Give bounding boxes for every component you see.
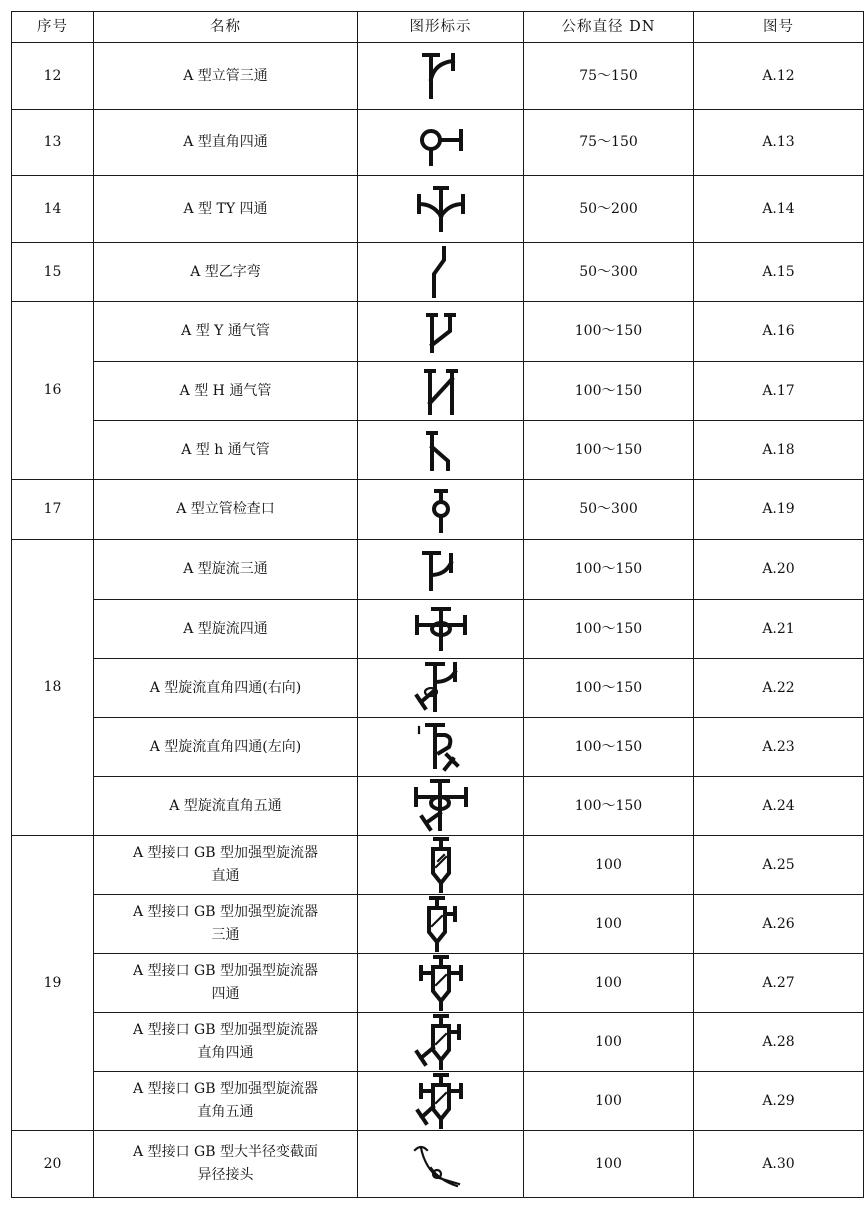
table-row [12,836,864,895]
offset-bend-icon [416,244,466,300]
h-vent-pipe-icon [416,365,466,417]
reinforced-swirler-right-angle-five-way-icon [410,1073,472,1129]
name-cell: A 型直角四通 [94,110,358,176]
dn-cell: 100～150 [524,421,694,480]
name-cell: A 型旋流直角四通(左向) [94,718,358,777]
symbol-cell [358,1072,524,1131]
name-cell: A 型旋流四通 [94,600,358,659]
name-cell: A 型旋流三通 [94,540,358,600]
name-cell: A 型旋流直角五通 [94,777,358,836]
dn-cell: 50～300 [524,243,694,302]
table-row [12,600,864,659]
table-row [12,718,864,777]
seq-cell: 15 [12,243,94,302]
fig-cell: A.13 [694,110,864,176]
dn-cell: 100～150 [524,540,694,600]
fig-cell: A.28 [694,1013,864,1072]
seq-cell: 18 [12,540,94,836]
fig-cell: A.25 [694,836,864,895]
symbol-cell [358,302,524,362]
reinforced-swirler-right-angle-cross-icon [411,1014,471,1070]
symbol-cell [358,600,524,659]
symbol-cell [358,243,524,302]
fig-cell: A.19 [694,480,864,540]
table-header-row [12,12,864,43]
dn-cell: 100 [524,1131,694,1198]
name-cell: A 型接口 GB 型加强型旋流器 直角四通 [94,1013,358,1072]
name-cell: A 型立管检查口 [94,480,358,540]
large-radius-reducer-icon [409,1138,473,1190]
fig-cell: A.14 [694,176,864,243]
dn-cell: 100～150 [524,777,694,836]
reinforced-swirler-straight-icon [416,837,466,893]
fig-cell: A.23 [694,718,864,777]
header-symbol: 图形标示 [358,12,524,43]
swirl-cross-icon [409,603,473,655]
fig-cell: A.29 [694,1072,864,1131]
name-cell: A 型接口 GB 型加强型旋流器 直角五通 [94,1072,358,1131]
symbol-cell [358,540,524,600]
swirl-right-angle-five-way-icon [408,777,474,835]
seq-cell: 19 [12,836,94,1131]
header-name: 名称 [94,12,358,43]
dn-cell: 100～150 [524,362,694,421]
table-row [12,43,864,110]
symbol-cell [358,1013,524,1072]
dn-cell: 100 [524,895,694,954]
swirl-right-angle-cross-left-icon [409,719,473,775]
name-cell: A 型 H 通气管 [94,362,358,421]
table-row [12,480,864,540]
fig-cell: A.26 [694,895,864,954]
reinforced-swirler-tee-icon [413,896,469,952]
name-cell: A 型旋流直角四通(右向) [94,659,358,718]
symbol-cell [358,954,524,1013]
header-fig: 图号 [694,12,864,43]
dn-cell: 75～150 [524,110,694,176]
seq-cell: 14 [12,176,94,243]
dn-cell: 75～150 [524,43,694,110]
dn-cell: 50～200 [524,176,694,243]
symbol-cell [358,659,524,718]
dn-cell: 100 [524,1072,694,1131]
name-cell: A 型 h 通气管 [94,421,358,480]
dn-cell: 100～150 [524,600,694,659]
reinforced-swirler-cross-icon [411,955,471,1011]
table-row [12,540,864,600]
vertical-pipe-tee-icon [411,47,471,105]
table-row [12,777,864,836]
seq-cell: 17 [12,480,94,540]
symbol-cell [358,718,524,777]
fig-cell: A.17 [694,362,864,421]
name-cell: A 型接口 GB 型加强型旋流器 直通 [94,836,358,895]
seq-cell: 13 [12,110,94,176]
fig-cell: A.27 [694,954,864,1013]
dn-cell: 100～150 [524,302,694,362]
header-dn: 公称直径 DN [524,12,694,43]
table-row [12,1131,864,1198]
name-cell: A 型 Y 通气管 [94,302,358,362]
symbol-cell [358,1131,524,1198]
seq-cell: 12 [12,43,94,110]
fig-cell: A.22 [694,659,864,718]
symbol-cell [358,110,524,176]
fig-cell: A.24 [694,777,864,836]
right-angle-cross-icon [409,118,473,168]
table-row [12,243,864,302]
table-row [12,954,864,1013]
swirl-right-angle-cross-right-icon [409,660,473,716]
fig-cell: A.20 [694,540,864,600]
dn-cell: 50～300 [524,480,694,540]
ty-cross-icon [409,182,473,236]
table-row [12,895,864,954]
fig-cell: A.15 [694,243,864,302]
dn-cell: 100～150 [524,718,694,777]
dn-cell: 100～150 [524,659,694,718]
name-cell: A 型乙字弯 [94,243,358,302]
symbol-cell [358,43,524,110]
fig-cell: A.21 [694,600,864,659]
symbol-cell [358,836,524,895]
name-cell: A 型 TY 四通 [94,176,358,243]
table-row [12,421,864,480]
fig-cell: A.12 [694,43,864,110]
symbol-cell [358,895,524,954]
table-row [12,110,864,176]
name-cell: A 型立管三通 [94,43,358,110]
small-h-vent-pipe-icon [416,425,466,475]
dn-cell: 100 [524,836,694,895]
seq-cell: 16 [12,302,94,480]
name-cell: A 型接口 GB 型大半径变截面 异径接头 [94,1131,358,1198]
table-row [12,659,864,718]
dn-cell: 100 [524,1013,694,1072]
header-seq: 序号 [12,12,94,43]
table-row [12,1072,864,1131]
symbol-cell [358,480,524,540]
swirl-tee-icon [411,545,471,595]
symbol-cell [358,176,524,243]
symbol-cell [358,421,524,480]
fig-cell: A.18 [694,421,864,480]
symbol-cell [358,777,524,836]
inspection-port-icon [421,485,461,535]
fittings-table [11,11,864,1198]
table-row [12,302,864,362]
name-cell: A 型接口 GB 型加强型旋流器 四通 [94,954,358,1013]
y-vent-pipe-icon [416,307,466,357]
dn-cell: 100 [524,954,694,1013]
fig-cell: A.16 [694,302,864,362]
table-row [12,1013,864,1072]
fig-cell: A.30 [694,1131,864,1198]
seq-cell: 20 [12,1131,94,1198]
symbol-cell [358,362,524,421]
table-row [12,362,864,421]
table-row [12,176,864,243]
name-cell: A 型接口 GB 型加强型旋流器 三通 [94,895,358,954]
